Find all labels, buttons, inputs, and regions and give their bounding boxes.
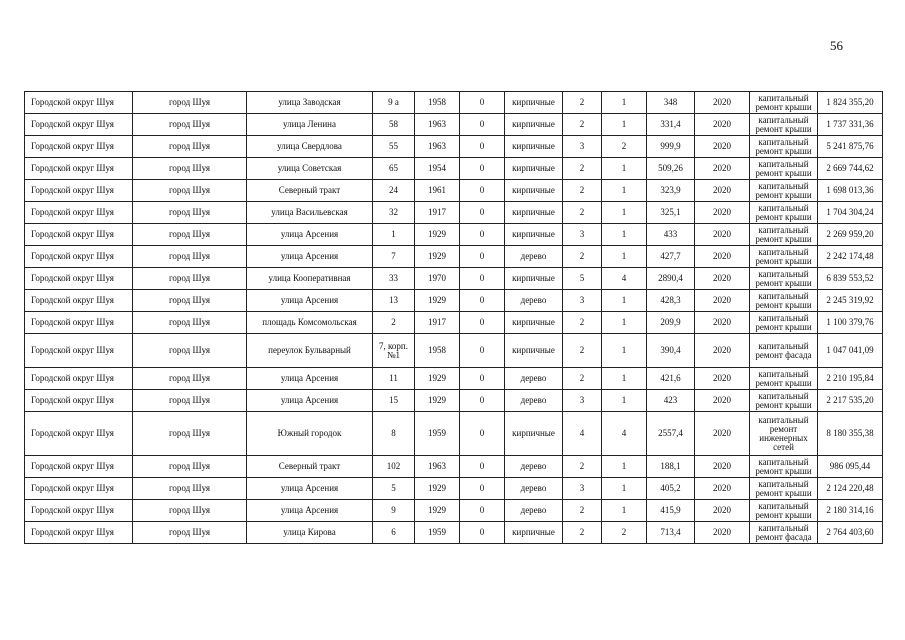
cost-cell: 986 095,44 [818, 456, 883, 478]
plan-year-cell: 2020 [695, 224, 750, 246]
area-cell: 390,4 [647, 334, 695, 368]
street-cell: улица Арсения [247, 246, 373, 268]
table-row [25, 500, 883, 522]
street-cell: улица Ленина [247, 114, 373, 136]
area-cell: 713,4 [647, 522, 695, 544]
work-type-cell: капитальный ремонт крыши [750, 290, 818, 312]
floors-cell: 2 [563, 522, 602, 544]
area-cell: 209,9 [647, 312, 695, 334]
area-cell: 323,9 [647, 180, 695, 202]
floors-cell: 2 [563, 312, 602, 334]
cost-cell: 1 698 013,36 [818, 180, 883, 202]
table-row [25, 268, 883, 290]
wall-material-cell: кирпичные [505, 312, 563, 334]
district-cell: Городской округ Шуя [25, 114, 133, 136]
construction-year-cell: 1929 [415, 478, 460, 500]
wall-material-cell: кирпичные [505, 136, 563, 158]
settlement-cell: город Шуя [133, 456, 247, 478]
settlement-cell: город Шуя [133, 158, 247, 180]
wall-material-cell: кирпичные [505, 522, 563, 544]
reconstruction-year-cell: 0 [460, 412, 505, 456]
house-number-cell: 58 [373, 114, 415, 136]
work-type-cell: капитальный ремонт крыши [750, 312, 818, 334]
work-type-cell: капитальный ремонт фасада [750, 334, 818, 368]
floors-cell: 2 [563, 368, 602, 390]
wall-material-cell: кирпичные [505, 202, 563, 224]
table-row [25, 246, 883, 268]
plan-year-cell: 2020 [695, 202, 750, 224]
construction-year-cell: 1958 [415, 92, 460, 114]
cost-cell: 1 047 041,09 [818, 334, 883, 368]
house-number-cell: 15 [373, 390, 415, 412]
construction-year-cell: 1963 [415, 456, 460, 478]
street-cell: Северный тракт [247, 180, 373, 202]
floors-cell: 2 [563, 158, 602, 180]
construction-year-cell: 1963 [415, 136, 460, 158]
district-cell: Городской округ Шуя [25, 368, 133, 390]
floors-cell: 5 [563, 268, 602, 290]
district-cell: Городской округ Шуя [25, 522, 133, 544]
entrances-cell: 1 [602, 114, 647, 136]
construction-year-cell: 1963 [415, 114, 460, 136]
work-type-cell: капитальный ремонт крыши [750, 500, 818, 522]
floors-cell: 3 [563, 290, 602, 312]
area-cell: 331,4 [647, 114, 695, 136]
entrances-cell: 2 [602, 522, 647, 544]
wall-material-cell: дерево [505, 390, 563, 412]
settlement-cell: город Шуя [133, 92, 247, 114]
plan-year-cell: 2020 [695, 500, 750, 522]
house-number-cell: 7, корп. №1 [373, 334, 415, 368]
area-cell: 348 [647, 92, 695, 114]
settlement-cell: город Шуя [133, 368, 247, 390]
district-cell: Городской округ Шуя [25, 246, 133, 268]
cost-cell: 2 764 403,60 [818, 522, 883, 544]
area-cell: 999,9 [647, 136, 695, 158]
street-cell: улица Арсения [247, 478, 373, 500]
cost-cell: 2 269 959,20 [818, 224, 883, 246]
house-number-cell: 32 [373, 202, 415, 224]
area-cell: 423 [647, 390, 695, 412]
settlement-cell: город Шуя [133, 246, 247, 268]
district-cell: Городской округ Шуя [25, 412, 133, 456]
entrances-cell: 1 [602, 202, 647, 224]
wall-material-cell: кирпичные [505, 180, 563, 202]
table-row [25, 456, 883, 478]
work-type-cell: капитальный ремонт крыши [750, 224, 818, 246]
street-cell: улица Кооперативная [247, 268, 373, 290]
cost-cell: 8 180 355,38 [818, 412, 883, 456]
house-number-cell: 5 [373, 478, 415, 500]
cost-cell: 1 100 379,76 [818, 312, 883, 334]
street-cell: переулок Бульварный [247, 334, 373, 368]
reconstruction-year-cell: 0 [460, 290, 505, 312]
house-number-cell: 6 [373, 522, 415, 544]
floors-cell: 2 [563, 114, 602, 136]
street-cell: улица Арсения [247, 390, 373, 412]
area-cell: 433 [647, 224, 695, 246]
work-type-cell: капитальный ремонт фасада [750, 522, 818, 544]
wall-material-cell: дерево [505, 368, 563, 390]
settlement-cell: город Шуя [133, 478, 247, 500]
construction-year-cell: 1959 [415, 412, 460, 456]
plan-year-cell: 2020 [695, 412, 750, 456]
area-cell: 188,1 [647, 456, 695, 478]
table-row [25, 158, 883, 180]
reconstruction-year-cell: 0 [460, 136, 505, 158]
reconstruction-year-cell: 0 [460, 268, 505, 290]
district-cell: Городской округ Шуя [25, 456, 133, 478]
house-number-cell: 11 [373, 368, 415, 390]
settlement-cell: город Шуя [133, 290, 247, 312]
wall-material-cell: кирпичные [505, 412, 563, 456]
street-cell: улица Арсения [247, 290, 373, 312]
street-cell: улица Арсения [247, 224, 373, 246]
work-type-cell: капитальный ремонт крыши [750, 390, 818, 412]
construction-year-cell: 1958 [415, 334, 460, 368]
housing-repair-table [24, 91, 883, 544]
floors-cell: 2 [563, 92, 602, 114]
entrances-cell: 4 [602, 412, 647, 456]
entrances-cell: 4 [602, 268, 647, 290]
entrances-cell: 1 [602, 368, 647, 390]
cost-cell: 2 242 174,48 [818, 246, 883, 268]
settlement-cell: город Шуя [133, 224, 247, 246]
street-cell: улица Свердлова [247, 136, 373, 158]
street-cell: улица Кирова [247, 522, 373, 544]
work-type-cell: капитальный ремонт крыши [750, 368, 818, 390]
table-body [25, 92, 883, 544]
house-number-cell: 1 [373, 224, 415, 246]
entrances-cell: 1 [602, 158, 647, 180]
district-cell: Городской округ Шуя [25, 180, 133, 202]
cost-cell: 2 245 319,92 [818, 290, 883, 312]
table-row [25, 312, 883, 334]
wall-material-cell: кирпичные [505, 92, 563, 114]
street-cell: улица Советская [247, 158, 373, 180]
construction-year-cell: 1929 [415, 246, 460, 268]
area-cell: 2557,4 [647, 412, 695, 456]
entrances-cell: 1 [602, 180, 647, 202]
settlement-cell: город Шуя [133, 312, 247, 334]
reconstruction-year-cell: 0 [460, 478, 505, 500]
table-row [25, 368, 883, 390]
reconstruction-year-cell: 0 [460, 92, 505, 114]
settlement-cell: город Шуя [133, 136, 247, 158]
table-row [25, 180, 883, 202]
floors-cell: 3 [563, 224, 602, 246]
area-cell: 415,9 [647, 500, 695, 522]
house-number-cell: 2 [373, 312, 415, 334]
district-cell: Городской округ Шуя [25, 92, 133, 114]
house-number-cell: 102 [373, 456, 415, 478]
table-row [25, 290, 883, 312]
table-row [25, 390, 883, 412]
settlement-cell: город Шуя [133, 412, 247, 456]
wall-material-cell: дерево [505, 290, 563, 312]
street-cell: Южный городок [247, 412, 373, 456]
table-row [25, 92, 883, 114]
house-number-cell: 33 [373, 268, 415, 290]
street-cell: улица Васильевская [247, 202, 373, 224]
reconstruction-year-cell: 0 [460, 456, 505, 478]
plan-year-cell: 2020 [695, 136, 750, 158]
work-type-cell: капитальный ремонт инженерных сетей [750, 412, 818, 456]
plan-year-cell: 2020 [695, 368, 750, 390]
district-cell: Городской округ Шуя [25, 158, 133, 180]
entrances-cell: 1 [602, 92, 647, 114]
area-cell: 509,26 [647, 158, 695, 180]
street-cell: улица Заводская [247, 92, 373, 114]
reconstruction-year-cell: 0 [460, 390, 505, 412]
entrances-cell: 1 [602, 290, 647, 312]
work-type-cell: капитальный ремонт крыши [750, 92, 818, 114]
plan-year-cell: 2020 [695, 114, 750, 136]
construction-year-cell: 1929 [415, 368, 460, 390]
house-number-cell: 24 [373, 180, 415, 202]
reconstruction-year-cell: 0 [460, 500, 505, 522]
wall-material-cell: кирпичные [505, 114, 563, 136]
district-cell: Городской округ Шуя [25, 224, 133, 246]
wall-material-cell: дерево [505, 500, 563, 522]
entrances-cell: 1 [602, 500, 647, 522]
work-type-cell: капитальный ремонт крыши [750, 478, 818, 500]
entrances-cell: 1 [602, 246, 647, 268]
plan-year-cell: 2020 [695, 92, 750, 114]
cost-cell: 1 737 331,36 [818, 114, 883, 136]
district-cell: Городской округ Шуя [25, 268, 133, 290]
reconstruction-year-cell: 0 [460, 114, 505, 136]
plan-year-cell: 2020 [695, 312, 750, 334]
street-cell: Северный тракт [247, 456, 373, 478]
work-type-cell: капитальный ремонт крыши [750, 456, 818, 478]
cost-cell: 2 210 195,84 [818, 368, 883, 390]
construction-year-cell: 1970 [415, 268, 460, 290]
district-cell: Городской округ Шуя [25, 202, 133, 224]
district-cell: Городской округ Шуя [25, 500, 133, 522]
reconstruction-year-cell: 0 [460, 180, 505, 202]
plan-year-cell: 2020 [695, 180, 750, 202]
house-number-cell: 65 [373, 158, 415, 180]
area-cell: 2890,4 [647, 268, 695, 290]
house-number-cell: 7 [373, 246, 415, 268]
wall-material-cell: дерево [505, 246, 563, 268]
construction-year-cell: 1929 [415, 500, 460, 522]
street-cell: площадь Комсомольская [247, 312, 373, 334]
district-cell: Городской округ Шуя [25, 390, 133, 412]
entrances-cell: 1 [602, 390, 647, 412]
wall-material-cell: дерево [505, 478, 563, 500]
settlement-cell: город Шуя [133, 268, 247, 290]
reconstruction-year-cell: 0 [460, 522, 505, 544]
house-number-cell: 8 [373, 412, 415, 456]
cost-cell: 2 669 744,62 [818, 158, 883, 180]
floors-cell: 2 [563, 334, 602, 368]
page-number: 56 [830, 38, 843, 53]
construction-year-cell: 1929 [415, 390, 460, 412]
street-cell: улица Арсения [247, 500, 373, 522]
district-cell: Городской округ Шуя [25, 334, 133, 368]
entrances-cell: 1 [602, 312, 647, 334]
reconstruction-year-cell: 0 [460, 158, 505, 180]
reconstruction-year-cell: 0 [460, 224, 505, 246]
plan-year-cell: 2020 [695, 478, 750, 500]
table-row [25, 202, 883, 224]
work-type-cell: капитальный ремонт крыши [750, 158, 818, 180]
wall-material-cell: кирпичные [505, 158, 563, 180]
wall-material-cell: дерево [505, 456, 563, 478]
table-row [25, 522, 883, 544]
cost-cell: 6 839 553,52 [818, 268, 883, 290]
floors-cell: 3 [563, 478, 602, 500]
plan-year-cell: 2020 [695, 522, 750, 544]
settlement-cell: город Шуя [133, 522, 247, 544]
area-cell: 428,3 [647, 290, 695, 312]
construction-year-cell: 1961 [415, 180, 460, 202]
house-number-cell: 55 [373, 136, 415, 158]
settlement-cell: город Шуя [133, 500, 247, 522]
street-cell: улица Арсения [247, 368, 373, 390]
cost-cell: 1 704 304,24 [818, 202, 883, 224]
floors-cell: 2 [563, 456, 602, 478]
construction-year-cell: 1929 [415, 224, 460, 246]
plan-year-cell: 2020 [695, 456, 750, 478]
table-row [25, 478, 883, 500]
construction-year-cell: 1917 [415, 202, 460, 224]
table-row [25, 114, 883, 136]
area-cell: 421,6 [647, 368, 695, 390]
work-type-cell: капитальный ремонт крыши [750, 180, 818, 202]
wall-material-cell: кирпичные [505, 268, 563, 290]
district-cell: Городской округ Шуя [25, 312, 133, 334]
floors-cell: 2 [563, 246, 602, 268]
floors-cell: 2 [563, 500, 602, 522]
construction-year-cell: 1929 [415, 290, 460, 312]
house-number-cell: 9 [373, 500, 415, 522]
floors-cell: 2 [563, 180, 602, 202]
table-row [25, 224, 883, 246]
settlement-cell: город Шуя [133, 202, 247, 224]
wall-material-cell: кирпичные [505, 334, 563, 368]
floors-cell: 3 [563, 390, 602, 412]
settlement-cell: город Шуя [133, 114, 247, 136]
cost-cell: 2 217 535,20 [818, 390, 883, 412]
floors-cell: 2 [563, 202, 602, 224]
plan-year-cell: 2020 [695, 246, 750, 268]
entrances-cell: 1 [602, 478, 647, 500]
area-cell: 405,2 [647, 478, 695, 500]
wall-material-cell: кирпичные [505, 224, 563, 246]
reconstruction-year-cell: 0 [460, 202, 505, 224]
plan-year-cell: 2020 [695, 158, 750, 180]
entrances-cell: 1 [602, 456, 647, 478]
table-row [25, 412, 883, 456]
entrances-cell: 2 [602, 136, 647, 158]
reconstruction-year-cell: 0 [460, 368, 505, 390]
cost-cell: 1 824 355,20 [818, 92, 883, 114]
plan-year-cell: 2020 [695, 390, 750, 412]
house-number-cell: 13 [373, 290, 415, 312]
plan-year-cell: 2020 [695, 290, 750, 312]
floors-cell: 4 [563, 412, 602, 456]
reconstruction-year-cell: 0 [460, 334, 505, 368]
table-row [25, 334, 883, 368]
entrances-cell: 1 [602, 224, 647, 246]
area-cell: 325,1 [647, 202, 695, 224]
district-cell: Городской округ Шуя [25, 290, 133, 312]
cost-cell: 2 124 220,48 [818, 478, 883, 500]
construction-year-cell: 1917 [415, 312, 460, 334]
construction-year-cell: 1959 [415, 522, 460, 544]
district-cell: Городской округ Шуя [25, 136, 133, 158]
reconstruction-year-cell: 0 [460, 246, 505, 268]
area-cell: 427,7 [647, 246, 695, 268]
cost-cell: 2 180 314,16 [818, 500, 883, 522]
construction-year-cell: 1954 [415, 158, 460, 180]
house-number-cell: 9 а [373, 92, 415, 114]
work-type-cell: капитальный ремонт крыши [750, 268, 818, 290]
cost-cell: 5 241 875,76 [818, 136, 883, 158]
table-row [25, 136, 883, 158]
plan-year-cell: 2020 [695, 268, 750, 290]
entrances-cell: 1 [602, 334, 647, 368]
settlement-cell: город Шуя [133, 180, 247, 202]
settlement-cell: город Шуя [133, 390, 247, 412]
district-cell: Городской округ Шуя [25, 478, 133, 500]
plan-year-cell: 2020 [695, 334, 750, 368]
work-type-cell: капитальный ремонт крыши [750, 246, 818, 268]
reconstruction-year-cell: 0 [460, 312, 505, 334]
work-type-cell: капитальный ремонт крыши [750, 114, 818, 136]
work-type-cell: капитальный ремонт крыши [750, 202, 818, 224]
settlement-cell: город Шуя [133, 334, 247, 368]
work-type-cell: капитальный ремонт крыши [750, 136, 818, 158]
floors-cell: 3 [563, 136, 602, 158]
